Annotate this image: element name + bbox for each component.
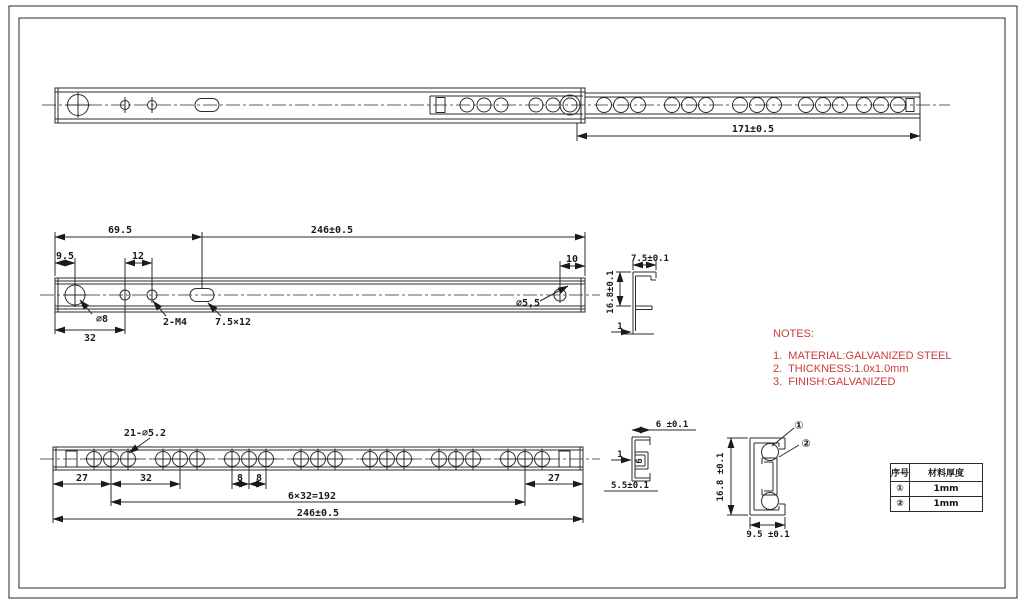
table-cell-thickness-2: 1mm [910,497,983,512]
dim-total-length: 246±0.5 [296,508,340,519]
balloon-1: ① [794,419,804,432]
table-header-thickness: 材料厚度 [910,464,983,482]
middle-view-outer-rail [40,225,600,344]
dim-assembled-height: 16.8 ±0.1 [716,452,726,502]
dim-flange-width: 7.5±0.1 [631,254,669,264]
material-thickness-table [890,463,983,512]
label-hole-d8: ⌀8 [95,314,109,325]
notes-item-finish: 3. FINISH:GALVANIZED [773,376,896,388]
dim-to-slot: 69.5 [107,225,133,236]
dim-32: 32 [83,333,97,344]
table-cell-index-2: ② [891,497,910,512]
notes-item-thickness: 2. THICKNESS:1.0x1.0mm [773,363,909,375]
notes-block [773,328,952,389]
table-header-index: 序号 [891,464,910,482]
dim-pocket-height: 6 [635,458,645,464]
dim-27-left: 27 [75,473,89,484]
table-row [891,497,983,512]
dim-thickness: 1 [617,322,623,332]
dim-thread-pitch: 12 [131,251,145,262]
table-cell-thickness-1: 1mm [910,482,983,497]
label-hole-d55: ⌀5,5 [515,298,541,309]
dim-hole-span: 6×32=192 [287,491,337,502]
dim-section-height: 16.8±0.1 [606,270,616,314]
dim-total-length: 246±0.5 [310,225,354,236]
dim-edge-to-hole: 9.5 [55,251,75,262]
dim-section-width: 6 ±0.1 [655,420,689,430]
inner-rail-cross-section [604,420,696,491]
bottom-view-inner-rail [40,428,600,523]
assembled-cross-section [716,419,811,540]
dim-32: 32 [139,473,153,484]
dim-27-right: 27 [547,473,561,484]
top-view-assembled-slide [42,88,950,141]
label-slot-size: 7.5×12 [214,317,252,328]
outer-rail-cross-section [606,254,669,334]
dim-bottom-height: 5.5±0.1 [611,481,649,491]
notes-item-material: 1. MATERIAL:GALVANIZED STEEL [773,350,952,362]
balloon-2: ② [801,437,811,450]
table-cell-index-1: ① [891,482,910,497]
border-frame [9,6,1017,598]
label-thread-2m4: 2-M4 [162,317,188,328]
dim-extension-length: 171±0.5 [731,124,775,135]
dim-right-edge: 10 [565,254,579,265]
table-row [891,482,983,497]
dim-assembled-width: 9.5 ±0.1 [746,530,790,540]
rivet-holes [84,449,553,470]
dim-8-b: 8 [255,473,263,484]
label-hole-count: 21-⌀5.2 [123,428,167,439]
dim-8-a: 8 [236,473,244,484]
notes-title: NOTES: [773,328,814,340]
dim-thickness: 1 [617,450,623,460]
